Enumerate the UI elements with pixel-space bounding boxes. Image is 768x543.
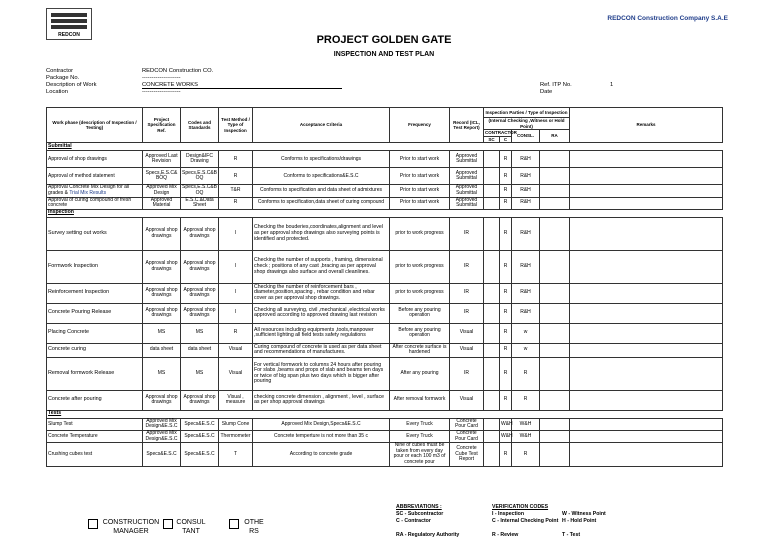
- cell-sc: [484, 185, 500, 197]
- cell-codes: Approval shop drawings: [181, 303, 219, 323]
- company-name: REDCON Construction Company S.A.E: [607, 15, 728, 22]
- cell-frequency: prior to work progress: [390, 250, 450, 283]
- meta-value: REDCON Construction CO.: [142, 68, 214, 74]
- cell-consl: R&H: [512, 283, 540, 303]
- cell-frequency: Prior to start work: [390, 151, 450, 168]
- checkbox-box[interactable]: [229, 519, 239, 529]
- cell-sc: [484, 430, 500, 442]
- cell-sc: [484, 283, 500, 303]
- cell-remarks: [570, 323, 723, 343]
- cell-criteria: Approved Mix Design,Specs&E.S.C: [253, 418, 390, 430]
- cell-record: Visual: [450, 343, 484, 357]
- cell-method: R: [219, 151, 253, 168]
- cell-remarks: [570, 283, 723, 303]
- cell-phase: Slump Test: [47, 418, 143, 430]
- verification-item: T - Test: [562, 532, 581, 538]
- col-sc: SC: [484, 136, 500, 143]
- cell-remarks: [570, 390, 723, 410]
- cell-criteria: Conforms to specifications&E.S.C: [253, 168, 390, 185]
- verification-title: VERIFICATION CODES: [492, 504, 549, 510]
- table-row: [47, 430, 723, 442]
- col-method: Test Method / Type of Inspection: [219, 108, 253, 143]
- cell-c: R: [500, 303, 512, 323]
- col-criteria: Acceptance Criteria: [253, 108, 390, 143]
- table-row: [47, 250, 723, 283]
- cell-remarks: [570, 250, 723, 283]
- table-row: [47, 357, 723, 390]
- table-row: [47, 197, 723, 209]
- table-row: [47, 283, 723, 303]
- cell-consl: R: [512, 390, 540, 410]
- cell-spec: Approval shop drawings: [143, 217, 181, 250]
- cell-record: Approved Submittal: [450, 151, 484, 168]
- cell-ra: [540, 151, 570, 168]
- table-row: [47, 418, 723, 430]
- cell-consl: R&H: [512, 168, 540, 185]
- cell-codes: Approval shop drawings: [181, 250, 219, 283]
- cell-phase: Concrete after pouring: [47, 390, 143, 410]
- col-c: C: [500, 136, 512, 143]
- verification-item: H - Hold Point: [562, 518, 597, 524]
- meta-row: [46, 82, 342, 90]
- cell-frequency: prior to work progress: [390, 217, 450, 250]
- verification-item: [492, 525, 562, 532]
- table-row: [47, 443, 723, 466]
- cell-frequency: Nine of cubes must be taken from every day pour or each 100 m3 of concrete pour: [390, 443, 450, 466]
- cell-frequency: After any pouring: [390, 357, 450, 390]
- verification-item: R - Review: [492, 532, 519, 538]
- meta-label: Description of Work: [46, 81, 97, 88]
- cell-method: R: [219, 168, 253, 185]
- cell-remarks: [570, 185, 723, 197]
- cell-codes: E.S.C.&Data Sheet: [181, 197, 219, 209]
- cell-criteria: Checking all surveying, civil ,mechanical ,electrical works approved according to approved drawing last revision: [253, 303, 390, 323]
- cell-sc: [484, 418, 500, 430]
- cell-c: R: [500, 151, 512, 168]
- ref-value: 1: [610, 82, 614, 88]
- verification-item: I - Inspection: [492, 511, 524, 517]
- cell-method: Visual , measure: [219, 390, 253, 410]
- cell-consl: R&H: [512, 217, 540, 250]
- cell-criteria: checking concrete dimension , alignment , level , surface as per shop approval drawings: [253, 390, 390, 410]
- cell-remarks: [570, 357, 723, 390]
- verification-item: [562, 525, 626, 532]
- cell-method: I: [219, 283, 253, 303]
- cell-remarks: [570, 303, 723, 323]
- meta-row: [46, 68, 342, 75]
- cell-consl: W&H: [512, 418, 540, 430]
- section-title: Submittal: [47, 143, 723, 151]
- abbreviation-item: [396, 525, 459, 532]
- cell-criteria: Concrete temperture is not more than 35 c: [253, 430, 390, 442]
- cell-criteria: For vertical formwork to columns 24 hours after pouring For slabs ,beams and props of slab and beams ten days or twice of big span plus two days which is bigger after pouring: [253, 357, 390, 390]
- cell-spec: Approval shop drawings: [143, 250, 181, 283]
- cell-sc: [484, 168, 500, 185]
- cell-record: IR: [450, 217, 484, 250]
- cell-c: R: [500, 197, 512, 209]
- cell-record: IR: [450, 283, 484, 303]
- table-row: [47, 343, 723, 357]
- cell-method: Slump Cone: [219, 418, 253, 430]
- cell-criteria: Conforms to specification and data sheet of admixtures: [253, 185, 390, 197]
- section-row: [47, 209, 723, 217]
- cell-ra: [540, 250, 570, 283]
- cell-method: R: [219, 323, 253, 343]
- cell-remarks: [570, 217, 723, 250]
- cell-method: I: [219, 217, 253, 250]
- page-subtitle: INSPECTION AND TEST PLAN: [333, 51, 435, 58]
- cell-remarks: [570, 343, 723, 357]
- cell-ra: [540, 357, 570, 390]
- cell-consl: R: [512, 357, 540, 390]
- cell-criteria: Checking the number of reinforcement bars , diameter,position,spacing , rebar condition and rebar cover as per approval shop drawings.: [253, 283, 390, 303]
- cell-record: IR: [450, 303, 484, 323]
- cell-spec: Approved Mix Design&E.S.C: [143, 430, 181, 442]
- col-record: Record (ICL, Test Report): [450, 108, 484, 143]
- meta-label: Location: [46, 89, 68, 96]
- cell-remarks: [570, 168, 723, 185]
- cell-c: R: [500, 283, 512, 303]
- cell-codes: Design&IFC Drawing: [181, 151, 219, 168]
- cell-codes: Specs,E.S.C&B OQ: [181, 168, 219, 185]
- meta-value: --------------------: [142, 89, 181, 96]
- meta-value: CONCRETE WORKS: [142, 82, 342, 90]
- logo-text: REDCON: [58, 32, 80, 38]
- cell-phase: Approval Concrete Mix Design for all grades & Trial Mix Results: [47, 185, 143, 197]
- cell-frequency: Prior to start work: [390, 197, 450, 209]
- verification-codes: [492, 504, 626, 539]
- project-meta: [46, 68, 342, 96]
- table-row: [47, 185, 723, 197]
- cell-frequency: Before any pouring operation: [390, 323, 450, 343]
- cell-phase: Reinforcement Inspection: [47, 283, 143, 303]
- checkbox-others[interactable]: [229, 518, 266, 536]
- cell-c: R: [500, 443, 512, 466]
- cell-codes: Specs,E.S.C&B OQ: [182, 184, 218, 196]
- cell-codes: Approval shop drawings: [181, 217, 219, 250]
- cell-sc: [484, 151, 500, 168]
- col-project-spec: Project Specification Ref.: [143, 108, 181, 143]
- col-remarks: Remarks: [570, 108, 723, 143]
- checkbox-box[interactable]: [88, 519, 98, 529]
- meta-row: [46, 75, 342, 82]
- cell-frequency: After concrete surface is hardened: [390, 343, 450, 357]
- cell-codes: MS: [181, 323, 219, 343]
- cell-frequency: Prior to start work: [390, 185, 450, 197]
- cell-consl: R: [512, 443, 540, 466]
- cell-c: R: [500, 323, 512, 343]
- section-title: Inspection: [47, 209, 723, 217]
- cell-frequency: Every Truck: [390, 418, 450, 430]
- trial-mix-link-text: Trial Mix Results: [69, 189, 107, 196]
- meta-value: --------------------: [142, 74, 181, 81]
- cell-record: IR: [450, 357, 484, 390]
- cell-c: R: [500, 390, 512, 410]
- cell-phase: Placing Concrete: [47, 323, 143, 343]
- cell-codes: Approval shop drawings: [181, 283, 219, 303]
- checkbox-label: OTHE RS: [244, 519, 264, 535]
- table-row: [47, 323, 723, 343]
- cell-record: Approved Submittal: [450, 197, 484, 209]
- cell-frequency: Prior to start work: [390, 168, 450, 185]
- cell-sc: [484, 390, 500, 410]
- cell-sc: [484, 343, 500, 357]
- cell-c: R: [500, 343, 512, 357]
- cell-criteria: Conforms to specifications/drawings: [253, 151, 390, 168]
- cell-sc: [484, 197, 500, 209]
- cell-phase: Concrete Pouring Release: [47, 303, 143, 323]
- section-title: Tests: [47, 410, 723, 418]
- cell-spec: Approved Material: [143, 197, 181, 209]
- cell-method: Thermometer: [219, 430, 253, 442]
- cell-phase: Approval of curing compound of fresh concrete: [47, 197, 143, 209]
- col-contractor: CONTRACTOR: [485, 130, 517, 136]
- cell-spec: Approved Mix Design: [143, 185, 181, 197]
- cell-criteria: Curing compound of concrete is used as per data sheet and recommendations of manufactures.: [253, 343, 390, 357]
- cell-ra: [540, 185, 570, 197]
- table-row: [47, 217, 723, 250]
- cell-remarks: [570, 418, 723, 430]
- cell-codes: Specs&E.S.C: [181, 443, 219, 466]
- cell-record: Concrete Pour Card: [450, 418, 484, 430]
- cell-method: Visual: [219, 357, 253, 390]
- cell-ra: [540, 197, 570, 209]
- cell-c: W&H: [500, 430, 512, 442]
- cell-consl: R&H: [512, 185, 540, 197]
- verification-item: C - Internal Checking Point: [492, 518, 559, 524]
- cell-ra: [540, 217, 570, 250]
- cell-phase: Approval of method statement: [47, 168, 143, 185]
- meta-row: [46, 89, 342, 96]
- meta-label: Contractor: [46, 68, 74, 74]
- cell-codes: Specs&E.S.C: [181, 430, 219, 442]
- cell-c: R: [500, 357, 512, 390]
- cell-phase: Formwork Inspection: [47, 250, 143, 283]
- col-consl: CONSL.: [512, 130, 540, 143]
- cell-phase: Approval of shop drawings: [47, 151, 143, 168]
- cell-sc: [484, 250, 500, 283]
- cell-ra: [540, 430, 570, 442]
- table-row: [47, 151, 723, 168]
- cell-record: Approved Submittal: [450, 185, 484, 197]
- cell-spec: Approval shop drawings: [143, 303, 181, 323]
- abbreviations-title: ABBREVIATIONS :: [396, 504, 442, 510]
- cell-ra: [540, 443, 570, 466]
- table-row: [47, 303, 723, 323]
- checkbox-construction-manager[interactable]: [88, 518, 161, 536]
- cell-method: R: [219, 197, 253, 209]
- cell-c: R: [500, 217, 512, 250]
- cell-ra: [540, 303, 570, 323]
- cell-spec: data sheet: [143, 343, 181, 357]
- cell-consl: W&H: [512, 430, 540, 442]
- cell-consl: R&H: [512, 303, 540, 323]
- cell-record: Visual: [450, 323, 484, 343]
- col-parties-sub: (Internal Checking ,Witness or Hold Point): [484, 118, 570, 130]
- table-row: [47, 390, 723, 410]
- cell-spec: MS: [143, 357, 181, 390]
- cell-spec: MS: [143, 323, 181, 343]
- col-phase: Work phase (description of Inspection / Testing): [47, 108, 143, 143]
- cell-frequency: After removal formwork: [390, 390, 450, 410]
- cell-sc: [484, 443, 500, 466]
- cell-consl: R&H: [512, 151, 540, 168]
- checkbox-label: CONSUL TANT: [176, 519, 206, 535]
- cell-record: Concrete Pour Card: [450, 430, 484, 442]
- cell-remarks: [570, 443, 723, 466]
- cell-ra: [540, 323, 570, 343]
- cell-c: R: [500, 168, 512, 185]
- itp-reference: [540, 82, 613, 96]
- cell-spec: Approved Mix Design&E.S.C: [143, 418, 181, 430]
- cell-c: R: [500, 250, 512, 283]
- section-row: [47, 143, 723, 151]
- cell-phase: Removal formwork Release: [47, 357, 143, 390]
- cell-sc: [484, 217, 500, 250]
- cell-method: I: [219, 250, 253, 283]
- cell-c: R: [500, 185, 512, 197]
- cell-consl: R&H: [512, 197, 540, 209]
- cell-spec: Specs,E.S.C& BOQ: [143, 168, 181, 185]
- verification-item: W - Witness Point: [562, 511, 606, 517]
- inspection-test-plan-table: [46, 107, 723, 467]
- cell-codes: data sheet: [181, 343, 219, 357]
- cell-record: Visual: [450, 390, 484, 410]
- cell-phase: Concrete Temperature: [47, 430, 143, 442]
- cell-frequency: prior to work progress: [390, 283, 450, 303]
- date-label: Date: [540, 89, 553, 95]
- cell-phase: Survey setting out works: [47, 217, 143, 250]
- ref-label: Ref. ITP No.: [540, 82, 572, 88]
- cell-spec: Approved Last Revision: [143, 151, 181, 168]
- cell-remarks: [570, 151, 723, 168]
- cell-criteria: All resources including equipments ,tools,manpower ,sufficient lighting all field tests safety regulations: [253, 323, 390, 343]
- cell-spec: Specs&E.S.C: [143, 443, 181, 466]
- checkbox-label: CONSTRUCTION MANAGER: [102, 519, 160, 535]
- cell-sc: [484, 323, 500, 343]
- cell-frequency: Before any pouring operation: [390, 303, 450, 323]
- col-codes: Codes and Standards: [181, 108, 219, 143]
- cell-spec: Approval shop drawings: [143, 390, 181, 410]
- abbreviation-item: C - Contractor: [396, 518, 431, 524]
- meta-label: Package No.: [46, 74, 80, 81]
- table-row: [47, 168, 723, 185]
- cell-method: T: [219, 443, 253, 466]
- cell-record: Approved Submittal: [450, 168, 484, 185]
- page-title: PROJECT GOLDEN GATE: [316, 34, 452, 46]
- cell-method: T&R: [219, 185, 253, 197]
- checkbox-box[interactable]: [163, 519, 173, 529]
- col-parties: Inspection Parties / Type of Inspection: [484, 108, 570, 118]
- cell-record: IR: [450, 250, 484, 283]
- cell-ra: [540, 168, 570, 185]
- cell-phase: Crushing cubes test: [47, 443, 143, 466]
- cell-spec: Approval shop drawings: [143, 283, 181, 303]
- cell-consl: R&H: [512, 250, 540, 283]
- abbreviations: [396, 504, 459, 539]
- cell-consl: w: [512, 343, 540, 357]
- cell-criteria: Checking the number of supports , framing, dimensional check ; positions of any cast ,bracing as per approval shop drawings also surface and overall cleanlines.: [253, 250, 390, 283]
- checkbox-consultant[interactable]: [163, 518, 206, 536]
- abbreviation-item: RA - Regulatory Authority: [396, 532, 460, 538]
- abbreviation-item: SC - Subcontractor: [396, 511, 444, 517]
- cell-phase: Concrete curing: [47, 343, 143, 357]
- cell-codes: MS: [181, 357, 219, 390]
- cell-criteria: Conforms to specification,data sheet of curing compound: [253, 197, 390, 209]
- col-frequency: Frequency: [390, 108, 450, 143]
- cell-frequency: Every Truck: [390, 430, 450, 442]
- col-ra: RA: [540, 130, 570, 143]
- cell-criteria: According to concrete grade: [253, 443, 390, 466]
- cell-consl: w: [512, 323, 540, 343]
- cell-ra: [540, 283, 570, 303]
- cell-codes: Specs&E.S.C: [181, 418, 219, 430]
- cell-c: W&H: [500, 418, 512, 430]
- cell-method: I: [219, 303, 253, 323]
- cell-method: Visual: [219, 343, 253, 357]
- cell-ra: [540, 390, 570, 410]
- cell-criteria: Checking the bouderies,coordinates,alignment and level as per approval shop drawings also surveying points is identified and protected.: [253, 217, 390, 250]
- cell-sc: [484, 357, 500, 390]
- cell-record: Concrete Cube Test Report: [450, 443, 484, 466]
- cell-remarks: [570, 197, 723, 209]
- cell-sc: [484, 303, 500, 323]
- cell-ra: [540, 343, 570, 357]
- cell-codes: Approval shop drawings: [181, 390, 219, 410]
- cell-remarks: [570, 430, 723, 442]
- cell-ra: [540, 418, 570, 430]
